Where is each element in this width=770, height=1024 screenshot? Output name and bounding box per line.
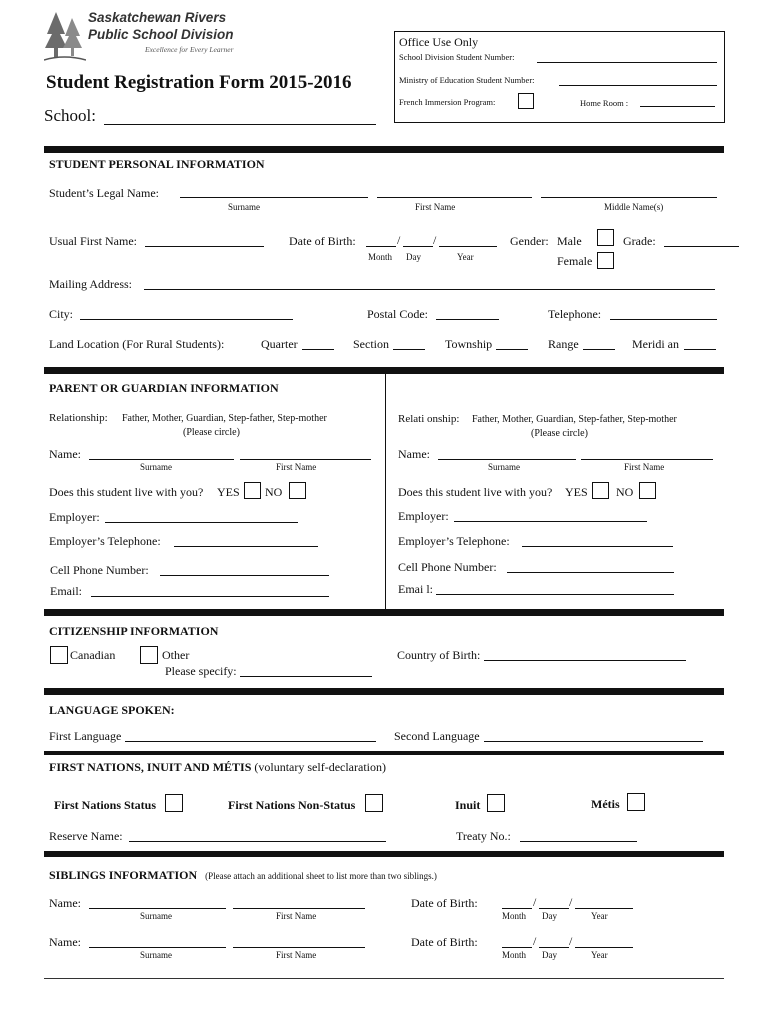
sibling2-year-caption: Year (591, 950, 608, 960)
dob-day-caption: Day (406, 252, 421, 262)
sibling1-first-name-caption: First Name (276, 911, 317, 921)
school-field[interactable] (104, 124, 376, 125)
guardian1-employer-field[interactable] (105, 522, 298, 523)
fnim-heading-note: (voluntary self-declaration) (254, 760, 386, 774)
first-name-caption: First Name (415, 202, 456, 212)
meridian-field[interactable] (684, 349, 716, 350)
guardian2-employer-phone-label: Employer’s Telephone: (398, 534, 510, 548)
sibling2-day-caption: Day (542, 950, 557, 960)
metis-label: Métis (591, 797, 620, 811)
guardian2-relationship-label: Relati onship: (398, 413, 460, 425)
dob-slash: / (569, 934, 573, 948)
telephone-field[interactable] (610, 319, 717, 320)
guardian-column-divider (385, 374, 386, 609)
city-label: City: (49, 307, 74, 321)
org-name-line1: Saskatchewan Rivers (88, 10, 227, 25)
guardian1-no-label: NO (265, 485, 283, 499)
guardian1-employer-phone-field[interactable] (174, 546, 318, 547)
inuit-label: Inuit (455, 798, 481, 812)
treaty-no-field[interactable] (520, 841, 637, 842)
guardian1-cell-field[interactable] (160, 575, 329, 576)
mailing-address-label: Mailing Address: (49, 277, 132, 291)
sibling2-month-caption: Month (502, 950, 527, 960)
sibling2-dob-year-field[interactable] (575, 947, 633, 948)
guardian1-surname-field[interactable] (89, 459, 234, 460)
dob-slash: / (533, 934, 537, 948)
gender-label: Gender: (510, 234, 549, 248)
guardian2-surname-field[interactable] (438, 459, 576, 460)
township-field[interactable] (496, 349, 528, 350)
guardian1-employer-phone-label: Employer’s Telephone: (49, 534, 161, 548)
dob-month-field[interactable] (366, 246, 396, 247)
org-name-line2: Public School Division (88, 27, 234, 42)
sibling2-dob-month-field[interactable] (502, 947, 532, 948)
guardian1-yes-checkbox[interactable] (244, 482, 261, 499)
guardian1-first-name-caption: First Name (276, 462, 317, 472)
division-logo-trees-icon (44, 10, 86, 64)
guardian1-please-circle: (Please circle) (183, 427, 240, 438)
range-label: Range (548, 337, 579, 351)
guardian1-relationship-label: Relationship: (49, 412, 108, 424)
sibling1-dob-year-field[interactable] (575, 908, 633, 909)
guardian2-name-label: Name: (398, 447, 430, 461)
guardian2-no-label: NO (616, 485, 634, 499)
section-divider (44, 146, 724, 153)
meridian-label: Meridi an (632, 337, 679, 351)
dob-day-field[interactable] (403, 246, 433, 247)
fnim-heading: FIRST NATIONS, INUIT AND MÉTIS (49, 760, 252, 774)
telephone-label: Telephone: (548, 307, 602, 321)
sibling1-month-caption: Month (502, 911, 527, 921)
sibling2-dob-label: Date of Birth: (411, 935, 478, 949)
home-room-label: Home Room : (580, 98, 629, 108)
range-field[interactable] (583, 349, 615, 350)
fn-non-status-label: First Nations Non-Status (228, 798, 356, 812)
page-bottom-rule (44, 978, 724, 979)
guardian2-relationship-options[interactable]: Father, Mother, Guardian, Step-father, Step-mother (472, 414, 677, 425)
grade-field[interactable] (664, 246, 739, 247)
second-language-label: Second Language (394, 729, 480, 743)
land-location-label: Land Location (For Rural Students): (49, 337, 225, 351)
sibling2-first-name-caption: First Name (276, 950, 317, 960)
ministry-number-field[interactable] (559, 85, 717, 86)
guardian2-no-checkbox[interactable] (639, 482, 656, 499)
guardian1-first-name-field[interactable] (240, 459, 371, 460)
guardian-heading: PARENT OR GUARDIAN INFORMATION (49, 381, 279, 395)
female-label: Female (557, 254, 593, 268)
section-divider (44, 609, 724, 616)
siblings-note: (Please attach an additional sheet to list more than two siblings.) (205, 871, 437, 881)
guardian1-yes-label: YES (217, 485, 240, 499)
reserve-name-field[interactable] (129, 841, 386, 842)
french-immersion-checkbox[interactable] (518, 93, 534, 109)
inuit-checkbox[interactable] (487, 794, 505, 812)
siblings-heading-row (49, 866, 437, 884)
township-label: Township (445, 337, 493, 351)
surname-caption: Surname (228, 202, 260, 212)
canadian-label: Canadian (70, 648, 116, 662)
dob-slash: / (433, 233, 437, 247)
please-specify-label: Please specify: (165, 664, 237, 678)
language-heading: LANGUAGE SPOKEN: (49, 703, 175, 717)
sibling2-surname-caption: Surname (140, 950, 172, 960)
usual-first-name-label: Usual First Name: (49, 234, 137, 248)
fn-status-label: First Nations Status (54, 798, 157, 812)
sibling1-dob-day-field[interactable] (539, 908, 569, 909)
ministry-number-label: Ministry of Education Student Number: (399, 75, 535, 85)
guardian2-cell-field[interactable] (507, 572, 674, 573)
legal-first-name-field[interactable] (377, 197, 532, 198)
guardian2-cell-label: Cell Phone Number: (398, 560, 497, 574)
dob-month-caption: Month (368, 252, 393, 262)
guardian1-cell-label: Cell Phone Number: (50, 563, 149, 577)
fn-non-status-checkbox[interactable] (365, 794, 383, 812)
sibling1-dob-month-field[interactable] (502, 908, 532, 909)
sibling2-first-name-field[interactable] (233, 947, 365, 948)
metis-checkbox[interactable] (627, 793, 645, 811)
canadian-checkbox[interactable] (50, 646, 68, 664)
section-label: Section (353, 337, 389, 351)
first-language-field[interactable] (125, 741, 376, 742)
guardian2-email-field[interactable] (436, 594, 674, 595)
male-checkbox[interactable] (597, 229, 614, 246)
sibling1-day-caption: Day (542, 911, 557, 921)
personal-heading: STUDENT PERSONAL INFORMATION (49, 157, 265, 171)
treaty-no-label: Treaty No.: (456, 829, 511, 843)
other-label: Other (162, 648, 190, 662)
first-language-label: First Language (49, 729, 122, 743)
second-language-field[interactable] (484, 741, 703, 742)
legal-surname-field[interactable] (180, 197, 368, 198)
sibling1-surname-field[interactable] (89, 908, 226, 909)
sibling2-name-label: Name: (49, 935, 81, 949)
guardian2-first-name-field[interactable] (581, 459, 713, 460)
org-tagline: Excellence for Every Learner (145, 45, 234, 54)
guardian1-lives-with-label: Does this student live with you? (49, 485, 204, 499)
male-label: Male (557, 234, 582, 248)
guardian2-yes-checkbox[interactable] (592, 482, 609, 499)
section-divider (44, 367, 724, 374)
school-label: School: (44, 106, 96, 125)
division-number-field[interactable] (537, 62, 717, 63)
guardian1-name-label: Name: (49, 447, 81, 461)
section-divider (44, 851, 724, 857)
section-divider (44, 751, 724, 755)
form-title: Student Registration Form 2015-2016 (46, 72, 352, 93)
country-of-birth-label: Country of Birth: (397, 648, 481, 662)
sibling1-dob-label: Date of Birth: (411, 896, 478, 910)
middle-name-caption: Middle Name(s) (604, 202, 664, 212)
guardian2-first-name-caption: First Name (624, 462, 665, 472)
french-immersion-label: French Immersion Program: (399, 97, 496, 107)
guardian1-email-field[interactable] (91, 596, 329, 597)
female-checkbox[interactable] (597, 252, 614, 269)
reserve-name-label: Reserve Name: (49, 829, 123, 843)
dob-year-field[interactable] (439, 246, 497, 247)
legal-name-label: Student’s Legal Name: (49, 186, 159, 200)
guardian1-surname-caption: Surname (140, 462, 172, 472)
guardian2-lives-with-label: Does this student live with you? (398, 485, 553, 499)
guardian1-relationship-options[interactable]: Father, Mother, Guardian, Step-father, Step-mother (122, 413, 327, 424)
fn-status-checkbox[interactable] (165, 794, 183, 812)
other-checkbox[interactable] (140, 646, 158, 664)
guardian2-email-label: Emai l: (398, 582, 433, 596)
sibling1-name-label: Name: (49, 896, 81, 910)
guardian2-employer-phone-field[interactable] (522, 546, 673, 547)
dob-slash: / (397, 233, 401, 247)
guardian2-yes-label: YES (565, 485, 588, 499)
sibling1-first-name-field[interactable] (233, 908, 365, 909)
city-field[interactable] (80, 319, 293, 320)
sibling1-surname-caption: Surname (140, 911, 172, 921)
office-use-title: Office Use Only (399, 35, 479, 49)
sibling1-year-caption: Year (591, 911, 608, 921)
quarter-label: Quarter (261, 337, 298, 351)
section-divider (44, 688, 724, 695)
home-room-field[interactable] (640, 106, 715, 107)
grade-label: Grade: (623, 234, 656, 248)
dob-slash: / (533, 895, 537, 909)
mailing-address-field[interactable] (144, 289, 715, 290)
dob-year-caption: Year (457, 252, 474, 262)
guardian1-email-label: Email: (50, 584, 82, 598)
guardian1-no-checkbox[interactable] (289, 482, 306, 499)
please-specify-field[interactable] (240, 676, 372, 677)
postal-code-label: Postal Code: (367, 307, 429, 321)
sibling2-dob-day-field[interactable] (539, 947, 569, 948)
quarter-field[interactable] (302, 349, 334, 350)
postal-code-field[interactable] (436, 319, 499, 320)
guardian2-please-circle: (Please circle) (531, 428, 588, 439)
fnim-heading-row (49, 760, 386, 775)
guardian2-employer-field[interactable] (454, 521, 647, 522)
citizenship-heading: CITIZENSHIP INFORMATION (49, 624, 219, 638)
guardian2-employer-label: Employer: (398, 509, 449, 523)
siblings-heading: SIBLINGS INFORMATION (49, 868, 198, 882)
sibling2-surname-field[interactable] (89, 947, 226, 948)
legal-middle-name-field[interactable] (541, 197, 717, 198)
usual-first-name-field[interactable] (145, 246, 264, 247)
dob-label: Date of Birth: (289, 234, 356, 248)
section-field[interactable] (393, 349, 425, 350)
guardian2-surname-caption: Surname (488, 462, 520, 472)
dob-slash: / (569, 895, 573, 909)
guardian1-employer-label: Employer: (49, 510, 100, 524)
division-number-label: School Division Student Number: (399, 52, 515, 62)
country-of-birth-field[interactable] (484, 660, 686, 661)
